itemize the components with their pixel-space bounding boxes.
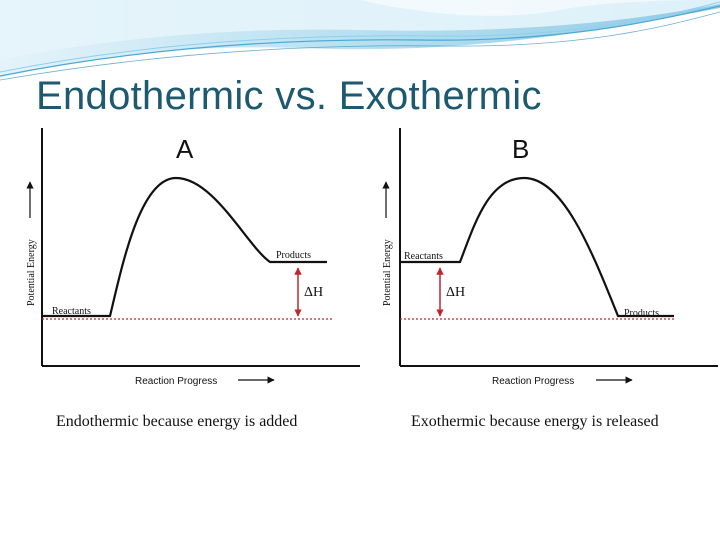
x-axis-label: Reaction Progress	[135, 376, 218, 387]
endothermic-chart	[22, 126, 364, 388]
delta-h-label: ΔH	[446, 285, 466, 300]
y-axis-label: Potential Energy	[26, 239, 37, 306]
delta-h-label: ΔH	[304, 285, 324, 300]
diagram-letter: B	[512, 134, 530, 164]
y-axis-label: Potential Energy	[382, 239, 393, 306]
exothermic-chart	[378, 126, 720, 388]
exothermic-diagram	[378, 126, 720, 388]
products-label: Products	[624, 308, 659, 319]
endothermic-diagram	[22, 126, 364, 388]
products-label: Products	[276, 250, 311, 261]
diagram-letter: A	[176, 134, 194, 164]
energy-curve	[42, 178, 327, 316]
slide-title: Endothermic vs. Exothermic	[36, 74, 542, 118]
exothermic-caption: Exothermic because energy is released	[411, 413, 659, 430]
energy-curve	[400, 178, 674, 316]
reactants-label: Reactants	[404, 251, 443, 262]
x-axis-label: Reaction Progress	[492, 376, 575, 387]
endothermic-caption: Endothermic because energy is added	[56, 413, 298, 430]
reactants-label: Reactants	[52, 306, 91, 317]
